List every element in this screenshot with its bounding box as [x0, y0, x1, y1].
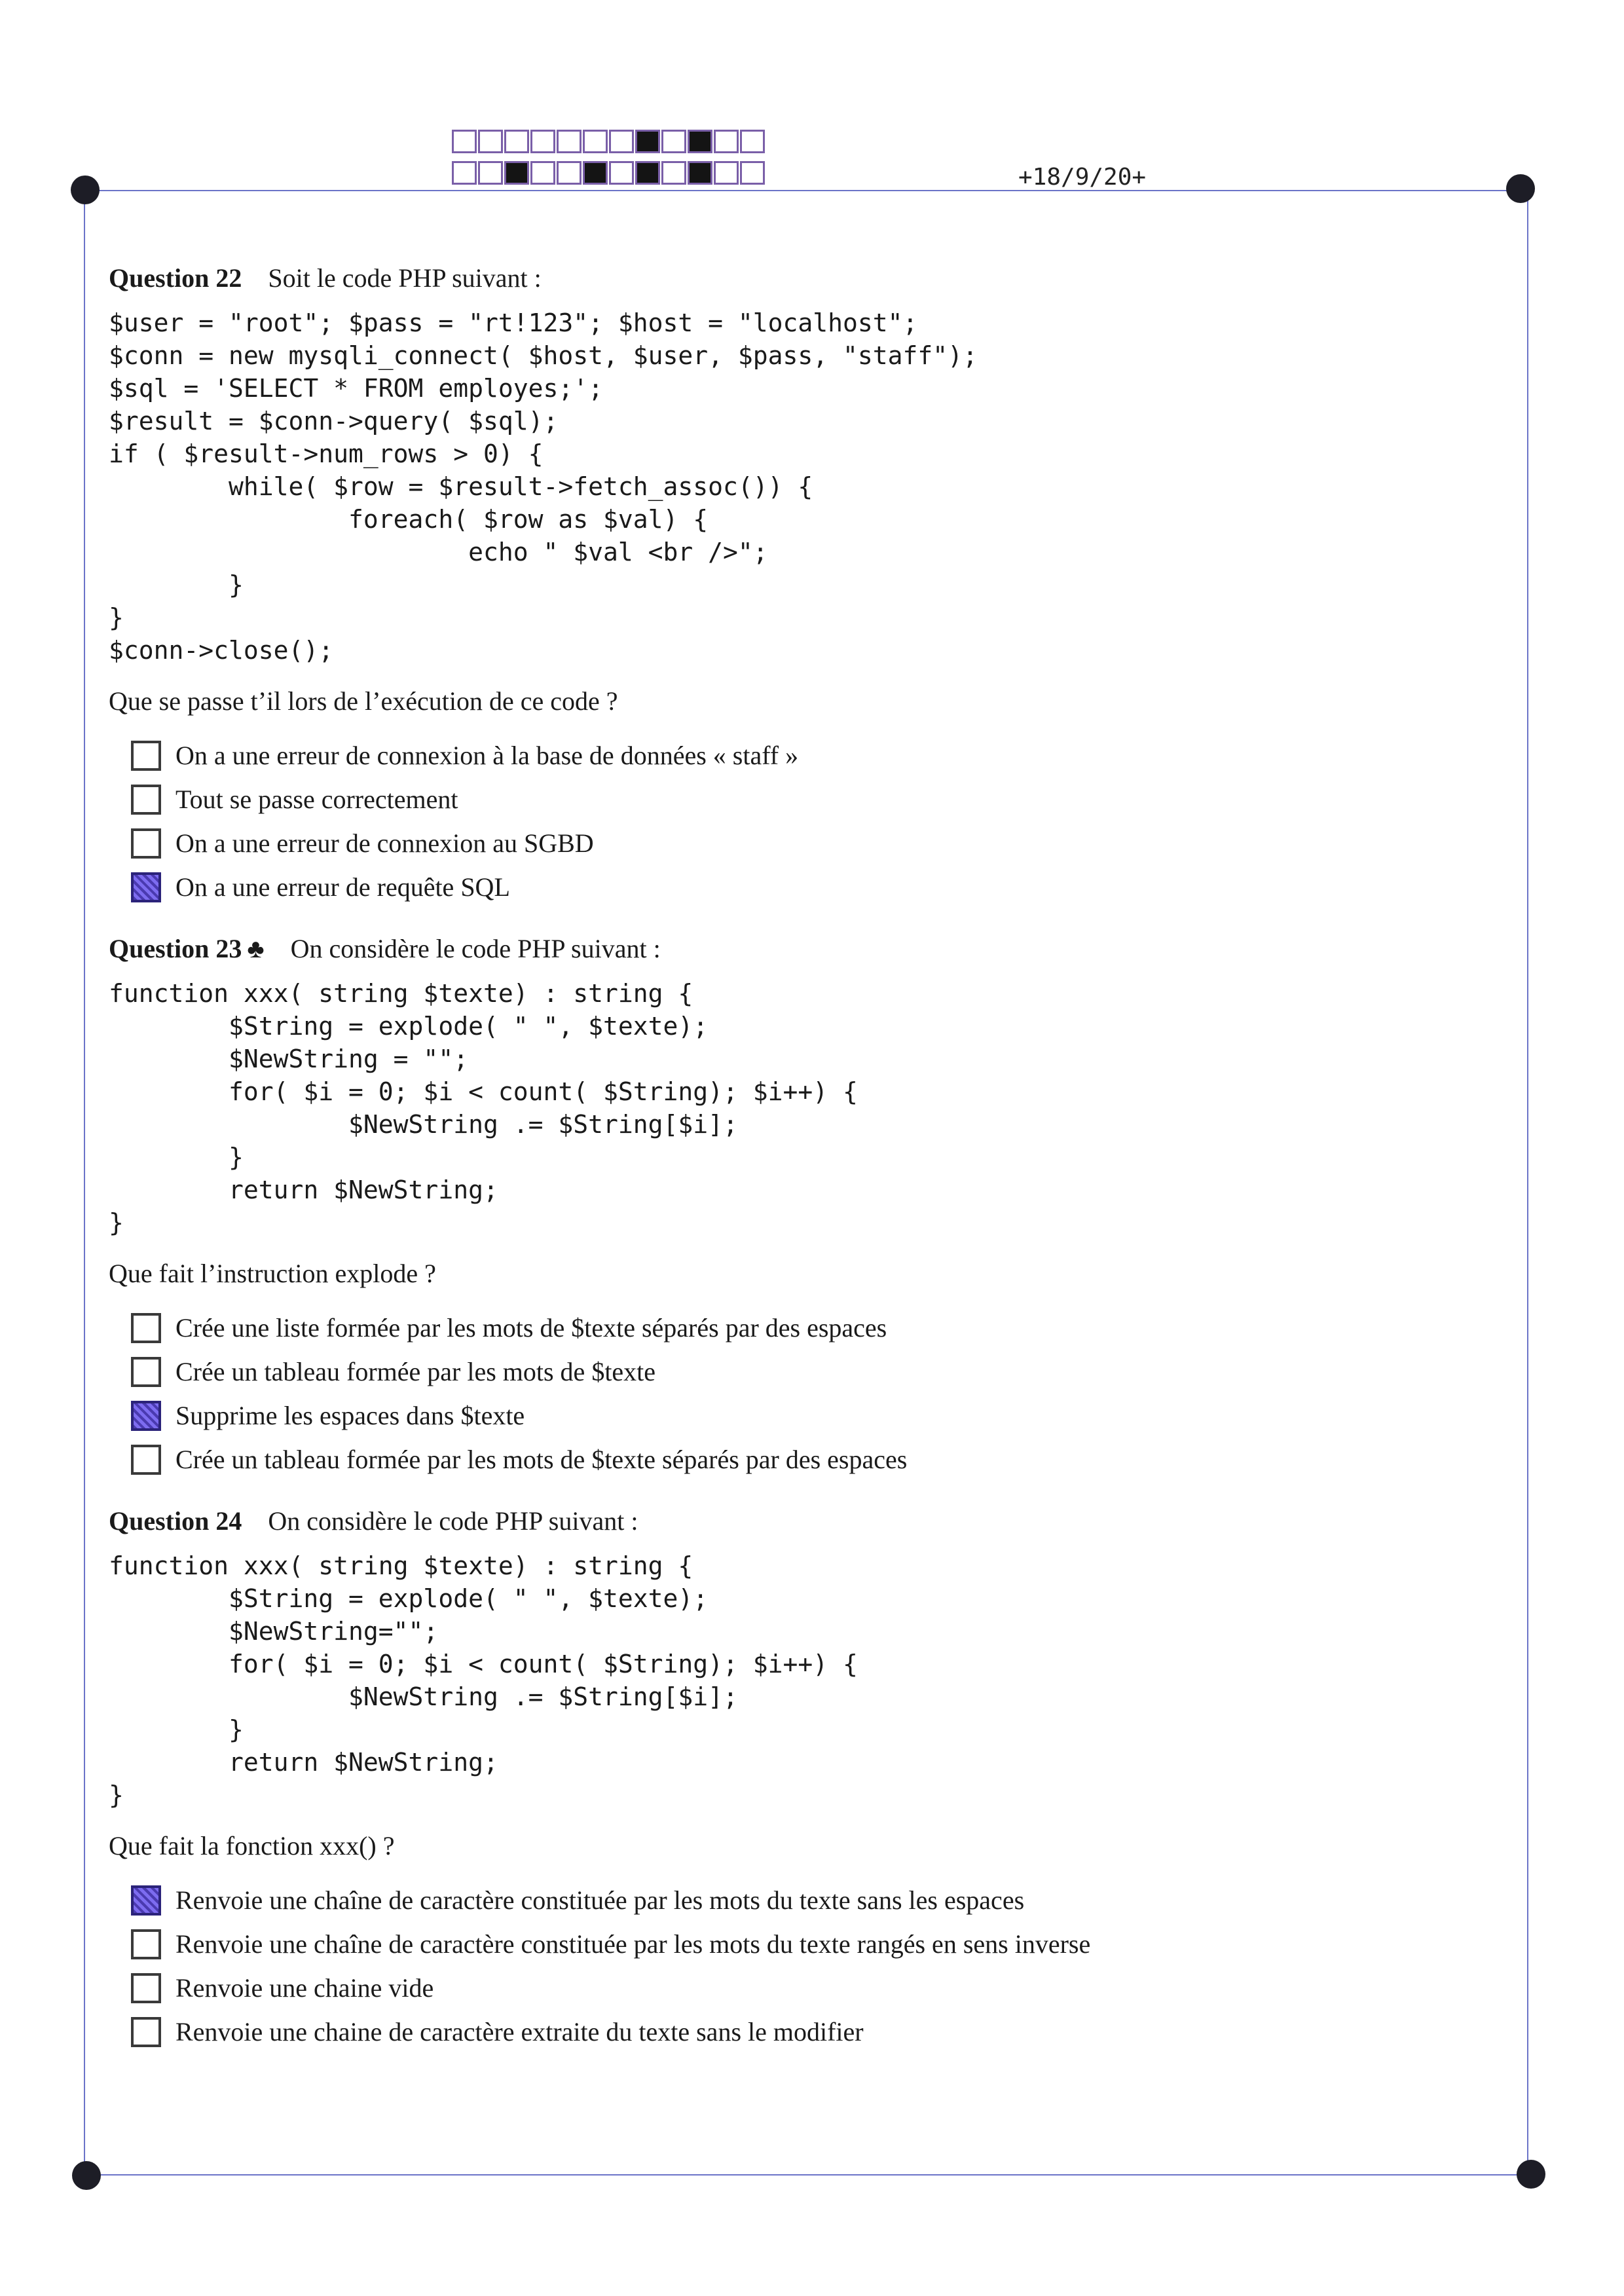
checkbox[interactable] — [131, 1929, 161, 1959]
code-cell — [714, 161, 739, 185]
answer-option[interactable] — [131, 777, 1497, 821]
question-intro: On considère le code PHP suivant : — [268, 1506, 638, 1536]
code-cell — [530, 161, 555, 185]
checkbox-checked[interactable] — [131, 872, 161, 902]
question-prompt: Que se passe t’il lors de l’exécution de ce code ? — [109, 686, 618, 716]
code-cell — [635, 130, 660, 153]
code-block: $user = "root"; $pass = "rt!123"; $host = "localhost"; $conn = new mysqli_connect( $host, $user, $pass, "staff"); $sql = 'SELECT * FROM employes;'; $result = $conn->query( $sql); if ( $result->num_rows > 0) { while( $row = $result->fetch_assoc()) { foreach( $row as $val) { echo " $val <br />"; } } $conn->close(); — [109, 308, 978, 665]
checkbox[interactable] — [131, 1973, 161, 2003]
code-cell — [688, 161, 712, 185]
answer-option[interactable] — [131, 1306, 1497, 1350]
checkbox[interactable] — [131, 2017, 161, 2047]
code-cell — [530, 130, 555, 153]
code-block: function xxx( string $texte) : string { $String = explode( " ", $texte); $NewString = ""; for( $i = 0; $i < count( $String); $i++) { $NewString .= $String[$i]; } return $NewString; } — [109, 979, 858, 1237]
question-header — [109, 255, 1497, 301]
answer-option[interactable] — [131, 821, 1497, 865]
checkbox[interactable] — [131, 1445, 161, 1475]
option-label: Crée une liste formée par les mots de $texte séparés par des espaces — [175, 1313, 887, 1342]
corner-mark-bottom-left — [72, 2161, 101, 2190]
code-cell — [557, 161, 581, 185]
corner-mark-top-right — [1506, 174, 1535, 203]
question-number: Question 22 — [109, 263, 242, 293]
checkbox[interactable] — [131, 828, 161, 859]
code-cell — [557, 130, 581, 153]
question-prompt: Que fait l’instruction explode ? — [109, 1259, 436, 1288]
answer-options — [131, 1306, 1497, 1481]
code-cell — [478, 161, 503, 185]
code-cell — [740, 130, 765, 153]
option-label: Renvoie une chaîne de caractère constituée par les mots du texte rangés en sens inverse — [175, 1929, 1091, 1959]
code-block: function xxx( string $texte) : string { $String = explode( " ", $texte); $NewString=""; for( $i = 0; $i < count( $String); $i++) { $NewString .= $String[$i]; } return $NewString; } — [109, 1551, 858, 1809]
code-cell — [583, 130, 608, 153]
question-number: Question 23 — [109, 934, 242, 963]
code-cell — [504, 130, 529, 153]
code-cell — [609, 161, 634, 185]
option-label: Supprime les espaces dans $texte — [175, 1401, 525, 1430]
answer-option[interactable] — [131, 1922, 1497, 1966]
question-23 — [109, 926, 1497, 1481]
question-24 — [109, 1498, 1497, 2054]
option-label: On a une erreur de requête SQL — [175, 872, 510, 902]
option-label: Renvoie une chaine vide — [175, 1973, 434, 2003]
answer-option[interactable] — [131, 1350, 1497, 1394]
answer-option[interactable] — [131, 2010, 1497, 2054]
code-cell — [583, 161, 608, 185]
page-code-bottom — [452, 161, 766, 185]
checkbox-checked[interactable] — [131, 1401, 161, 1431]
answer-option[interactable] — [131, 1878, 1497, 1922]
club-icon: ♣ — [247, 934, 265, 963]
option-label: Crée un tableau formée par les mots de $texte — [175, 1357, 656, 1386]
code-cell — [609, 130, 634, 153]
option-label: Renvoie une chaîne de caractère constituée par les mots du texte sans les espaces — [175, 1885, 1025, 1915]
corner-mark-bottom-right — [1517, 2160, 1545, 2189]
question-header — [109, 926, 1497, 972]
page-id: +18/9/20+ — [1018, 164, 1147, 191]
answer-option[interactable] — [131, 1394, 1497, 1437]
question-number: Question 24 — [109, 1506, 242, 1536]
code-cell — [504, 161, 529, 185]
option-label: Tout se passe correctement — [175, 785, 458, 814]
answer-option[interactable] — [131, 1437, 1497, 1481]
answer-options — [131, 1878, 1497, 2054]
code-cell — [478, 130, 503, 153]
checkbox[interactable] — [131, 1313, 161, 1343]
question-22 — [109, 255, 1497, 909]
code-cell — [661, 161, 686, 185]
question-header — [109, 1498, 1497, 1544]
checkbox[interactable] — [131, 741, 161, 771]
code-cell — [452, 130, 477, 153]
code-cell — [661, 130, 686, 153]
answer-option[interactable] — [131, 1966, 1497, 2010]
question-prompt: Que fait la fonction xxx() ? — [109, 1831, 395, 1861]
page-code-top — [452, 130, 766, 153]
checkbox[interactable] — [131, 785, 161, 815]
answer-options — [131, 733, 1497, 909]
checkbox[interactable] — [131, 1357, 161, 1387]
option-label: Crée un tableau formée par les mots de $texte séparés par des espaces — [175, 1445, 908, 1474]
questions — [109, 255, 1497, 2071]
option-label: On a une erreur de connexion au SGBD — [175, 828, 594, 858]
answer-option[interactable] — [131, 733, 1497, 777]
code-cell — [635, 161, 660, 185]
code-cell — [740, 161, 765, 185]
checkbox-checked[interactable] — [131, 1885, 161, 1916]
option-label: On a une erreur de connexion à la base de données « staff » — [175, 741, 799, 770]
code-cell — [714, 130, 739, 153]
question-intro: Soit le code PHP suivant : — [268, 263, 542, 293]
code-cell — [452, 161, 477, 185]
corner-mark-top-left — [71, 176, 100, 204]
option-label: Renvoie une chaine de caractère extraite du texte sans le modifier — [175, 2017, 864, 2046]
code-cell — [688, 130, 712, 153]
question-intro: On considère le code PHP suivant : — [290, 934, 661, 963]
answer-option[interactable] — [131, 865, 1497, 909]
